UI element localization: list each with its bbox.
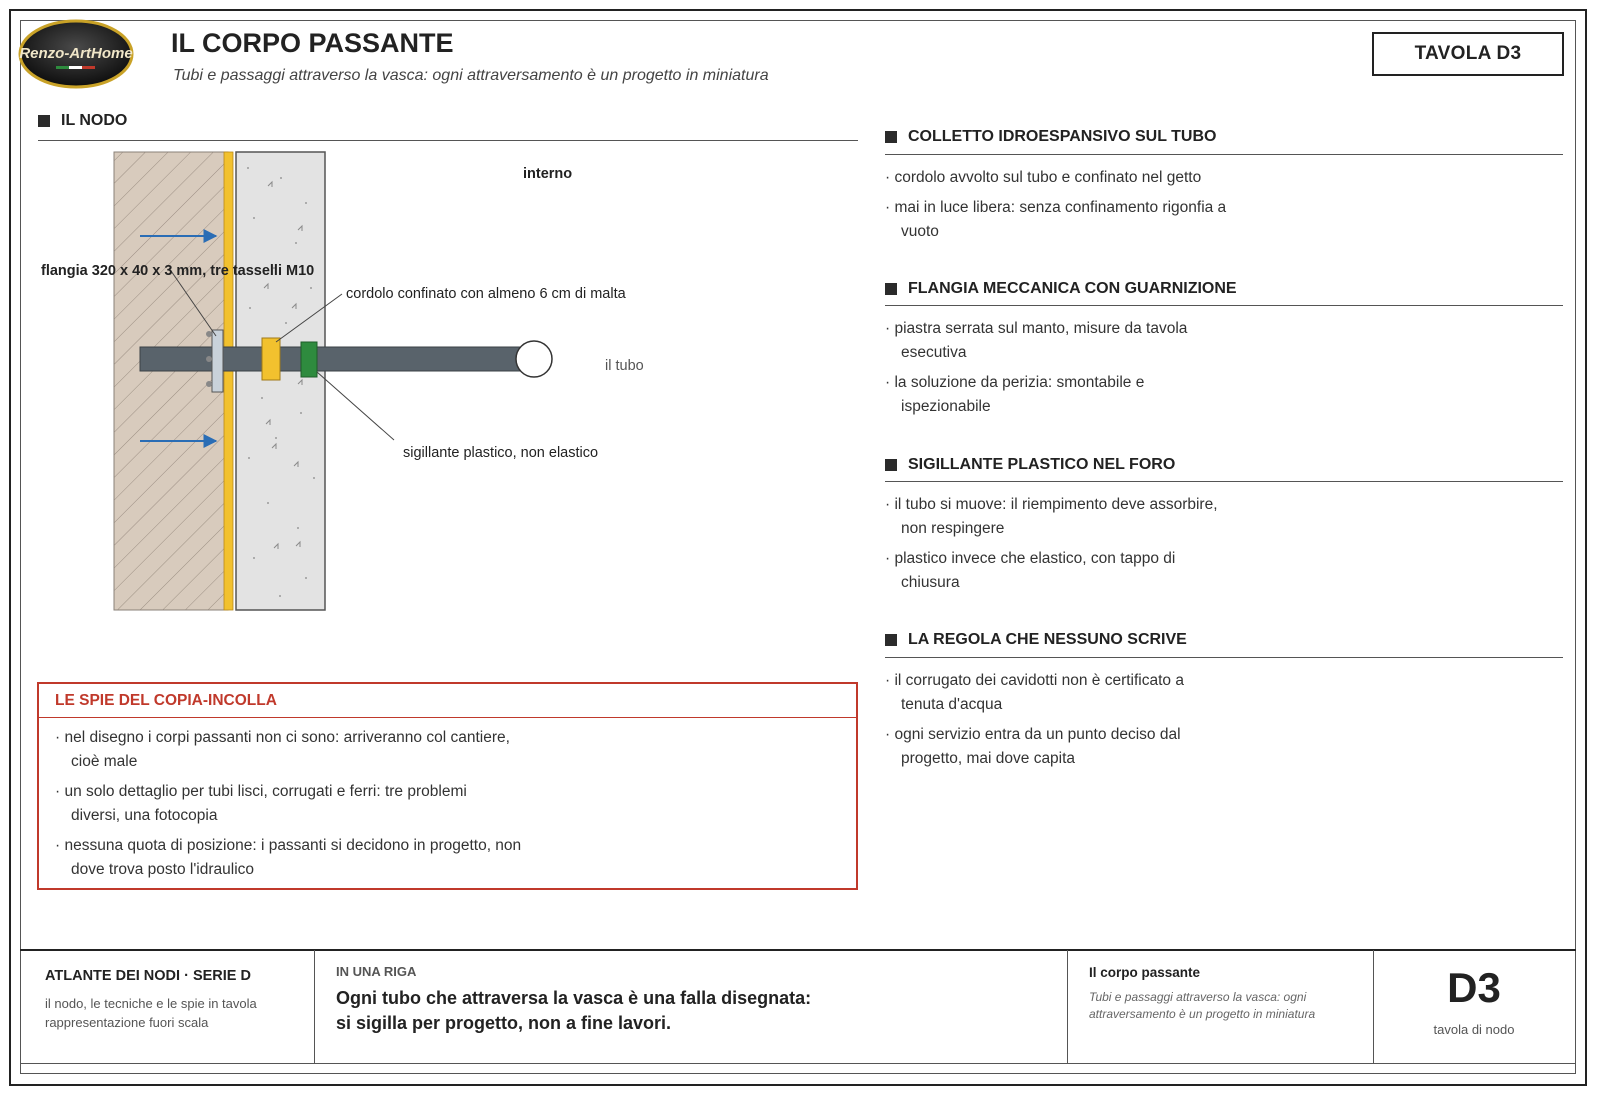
interno-label: interno (523, 166, 573, 182)
footer-bottom-rule (20, 1063, 1576, 1064)
flange-plate (212, 330, 223, 392)
hydroexpansive-collar (262, 338, 280, 380)
footer-divider (314, 950, 315, 1063)
series-subtitle: il nodo, le tecniche e le spie in tavola rappresentazione fuori scala (45, 996, 257, 1030)
square-bullet-icon (885, 131, 897, 143)
sheet-subtitle: Tubi e passaggi attraverso la vasca: ogni attraversamento è un progetto in miniatura (1089, 990, 1316, 1021)
spie-heading: LE SPIE DEL COPIA-INCOLLA (39, 684, 856, 718)
soil-layer (114, 152, 228, 610)
spie-list (39, 718, 856, 882)
list-item: · il tubo si muove: il riempimento deve assorbire, non respingere (885, 496, 1218, 537)
nodo-rule (38, 140, 858, 141)
square-bullet-icon (885, 459, 897, 471)
cordolo-label: cordolo confinato con almeno 6 cm di malta (346, 286, 626, 302)
oneline-label: IN UNA RIGA (336, 964, 417, 979)
nodo-heading (38, 112, 127, 130)
section-rule (885, 481, 1563, 482)
section-heading-colletto: COLLETTO IDROESPANSIVO SUL TUBO (885, 128, 1216, 146)
footer-divider (1067, 950, 1068, 1063)
list-item: · nessuna quota di posizione: i passanti si decidono in progetto, non dove trova posto l'idraulico (55, 837, 522, 878)
pipe-end-section (516, 341, 552, 377)
flange-bolt-icon (206, 356, 212, 362)
sigillante-label: sigillante plastico, non elastico (403, 445, 599, 461)
list-item: · nel disegno i corpi passanti non ci sono: arriveranno col cantiere, cioè male (55, 729, 510, 770)
pipe (140, 347, 531, 371)
section-rule (885, 154, 1563, 155)
section-list-sigillante (885, 493, 1245, 595)
concrete-wall (236, 152, 325, 610)
section-list-regola (885, 669, 1245, 771)
nodo-heading-label: IL NODO (61, 112, 128, 129)
list-item: · un solo dettaglio per tubi lisci, corrugati e ferri: tre problemi diversi, una fotocopia (55, 783, 467, 824)
node-diagram (36, 148, 856, 618)
tavola-badge: TAVOLA D3 (1372, 32, 1564, 76)
logo-text: Renzo-ArtHome (19, 45, 133, 62)
list-item: · ogni servizio entra da un punto deciso dal progetto, mai dove capita (885, 726, 1181, 767)
oneline-summary: Ogni tubo che attraversa la vasca è una falla disegnata: si sigilla per progetto, non a fine lavori. (336, 988, 812, 1033)
section-rule (885, 657, 1563, 658)
logo (18, 19, 134, 89)
plastic-sealant (301, 342, 317, 377)
tubo-label: il tubo (605, 358, 644, 374)
section-heading-regola: LA REGOLA CHE NESSUNO SCRIVE (885, 631, 1187, 649)
sheet-title: Il corpo passante (1089, 965, 1201, 980)
series-title: ATLANTE DEI NODI · SERIE D (45, 968, 251, 984)
footer-top-rule (20, 949, 1576, 951)
page-subtitle: Tubi e passaggi attraverso la vasca: ogni attraversamento è un progetto in miniatura (173, 67, 769, 84)
list-item: · plastico invece che elastico, con tappo di chiusura (885, 550, 1176, 591)
section-heading-sigillante: SIGILLANTE PLASTICO NEL FORO (885, 456, 1175, 474)
sheet-code-caption: tavola di nodo (1433, 1022, 1515, 1037)
square-bullet-icon (885, 283, 897, 295)
list-item: · cordolo avvolto sul tubo e confinato nel getto (885, 169, 1202, 186)
square-bullet-icon (885, 634, 897, 646)
list-item: · il corrugato dei cavidotti non è certificato a tenuta d'acqua (885, 672, 1184, 713)
square-bullet-icon (38, 115, 50, 127)
sheet-code: D3 (1447, 964, 1501, 1011)
section-list-flangia (885, 317, 1245, 419)
flangia-label: flangia 320 x 40 x 3 mm, tre tasselli M10 (41, 263, 315, 279)
list-item: · piastra serrata sul manto, misure da tavola esecutiva (885, 320, 1188, 361)
sigillante-leader-line (317, 372, 394, 440)
waterproof-membrane (224, 152, 233, 610)
list-item: · mai in luce libera: senza confinamento rigonfia a vuoto (885, 199, 1227, 240)
section-rule (885, 305, 1563, 306)
list-item: · la soluzione da perizia: smontabile e ispezionabile (885, 374, 1145, 415)
section-list-colletto (885, 166, 1245, 244)
flange-bolt-icon (206, 381, 212, 387)
flange-bolt-icon (206, 331, 212, 337)
page-title: IL CORPO PASSANTE (171, 28, 454, 58)
spie-box (37, 682, 858, 890)
section-heading-flangia: FLANGIA MECCANICA CON GUARNIZIONE (885, 280, 1237, 298)
